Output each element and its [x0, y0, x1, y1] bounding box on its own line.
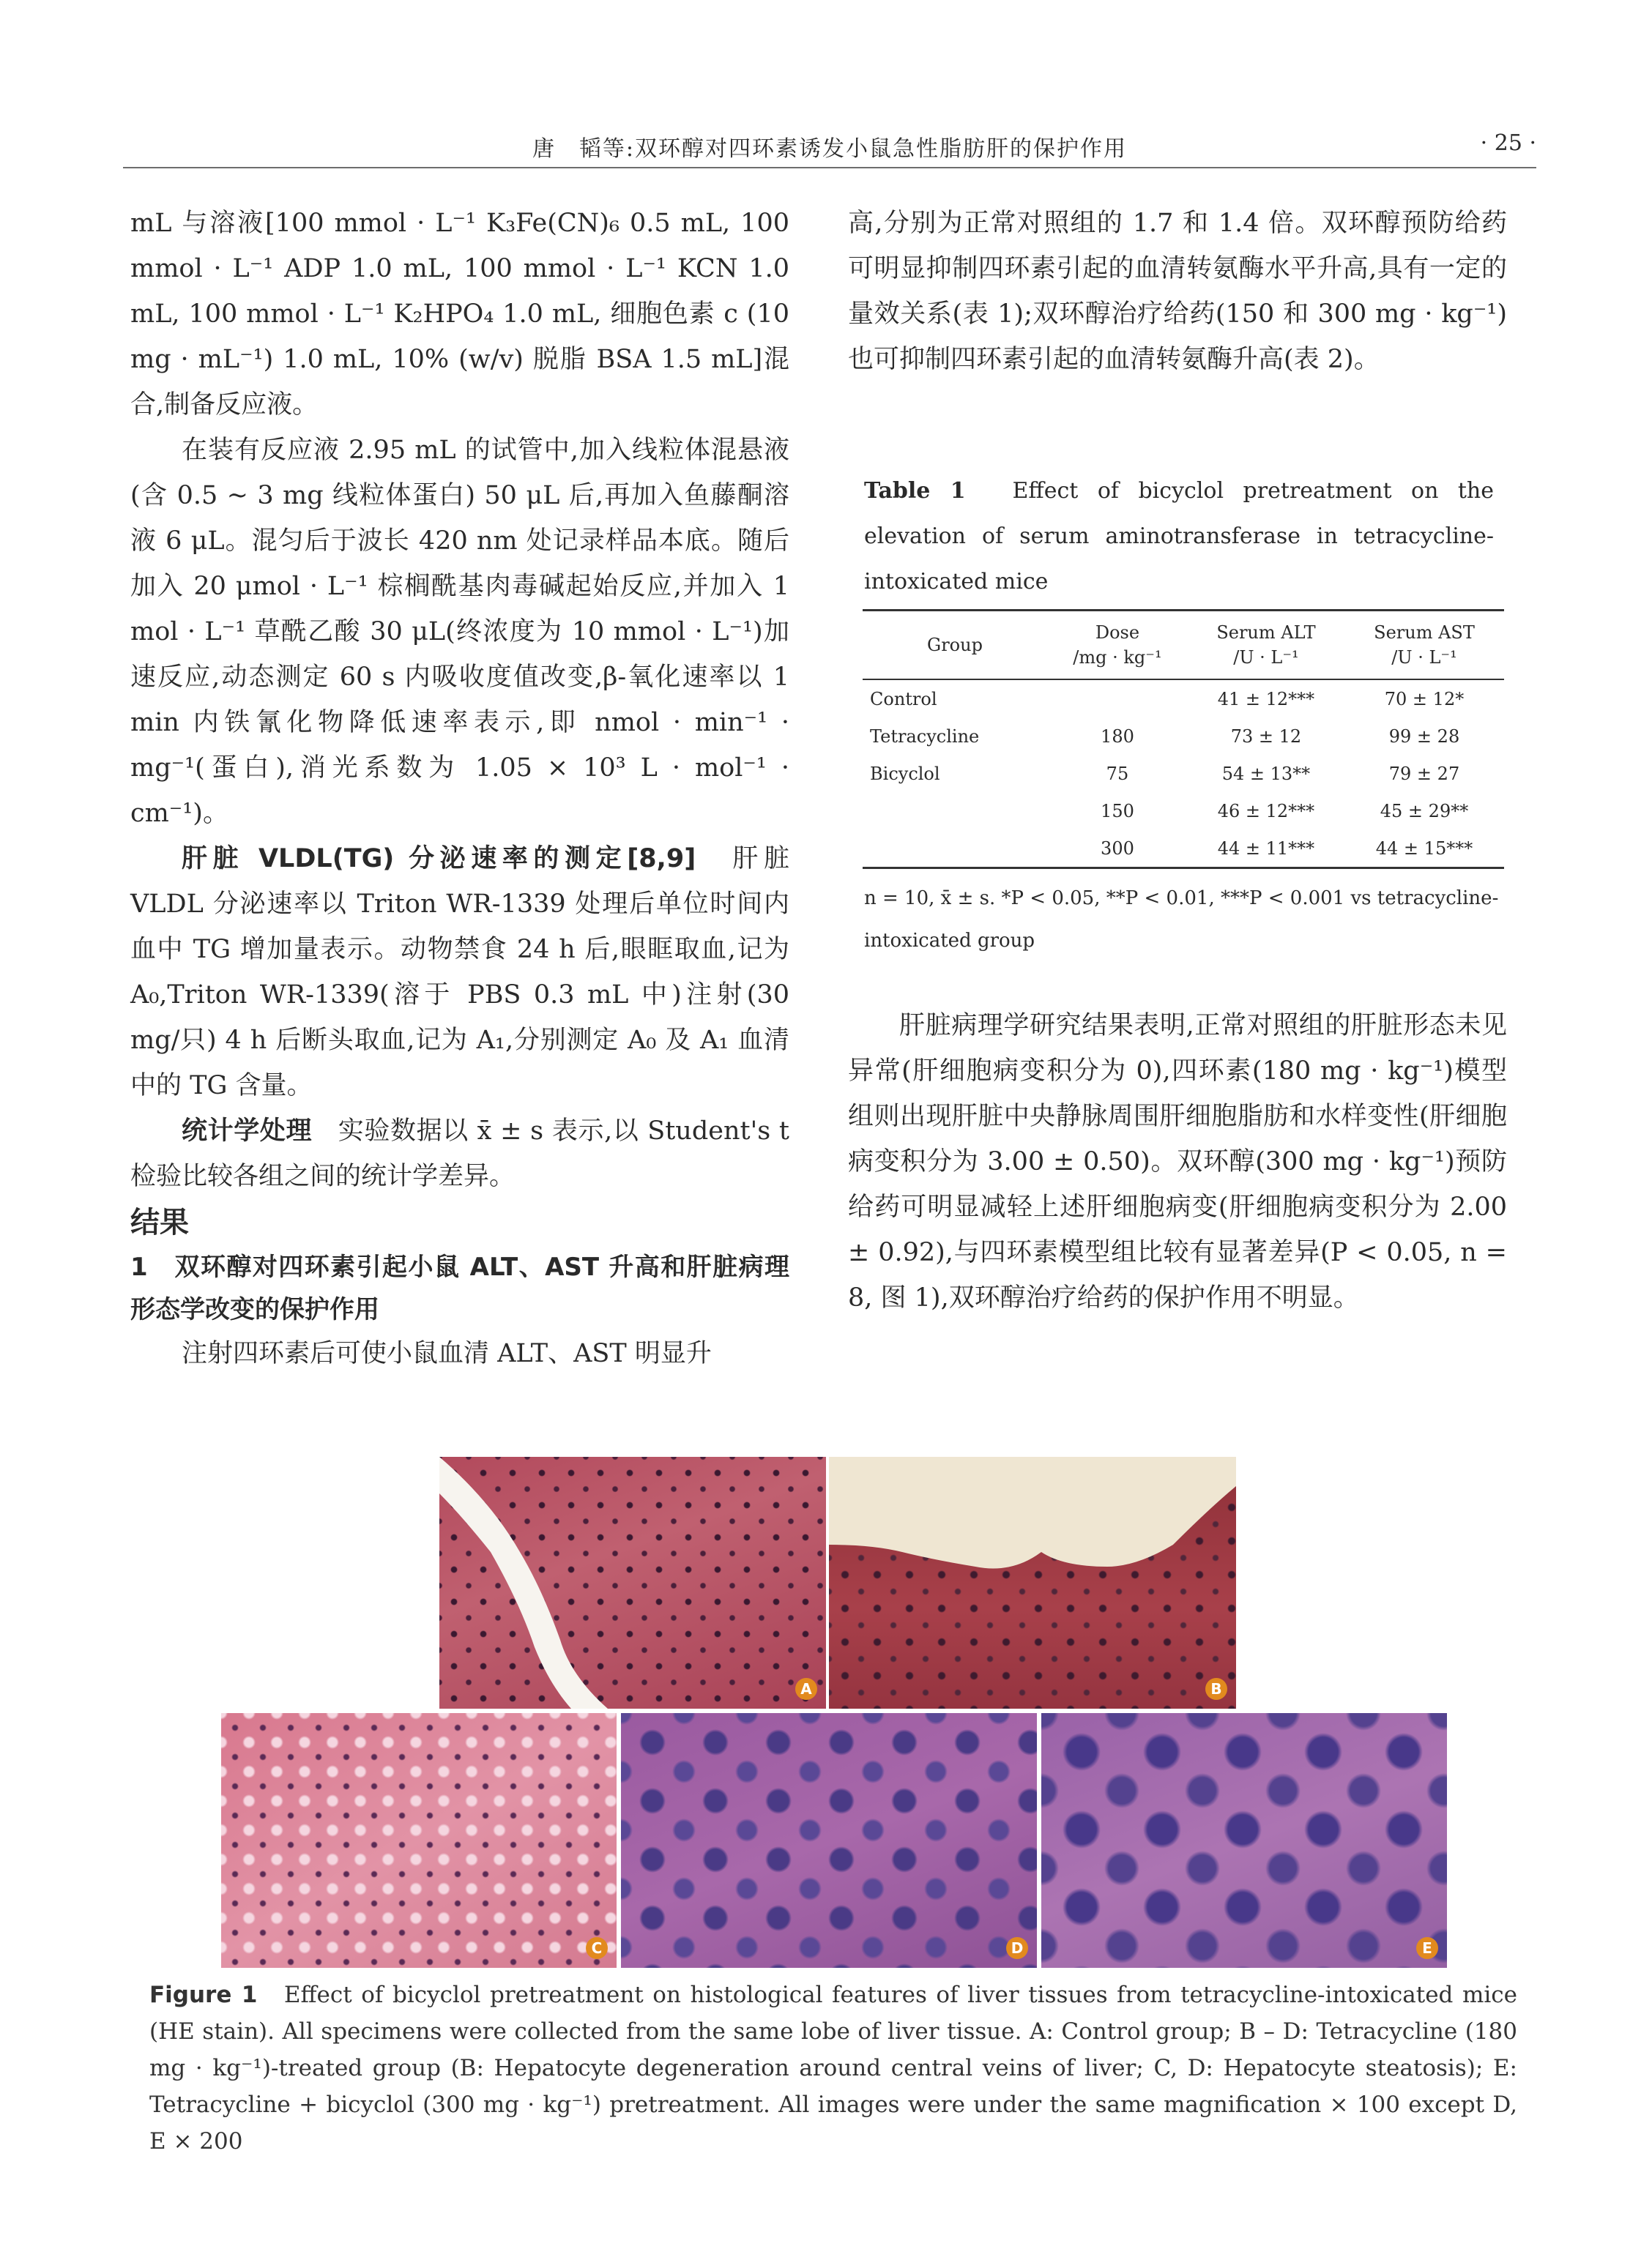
table-cell: [863, 829, 1047, 868]
paragraph: 注射四环素后可使小鼠血清 ALT、AST 明显升: [182, 1339, 712, 1368]
table-cell: 44 ± 11***: [1217, 838, 1315, 859]
table-cell: 41 ± 12***: [1217, 688, 1315, 709]
panel-label: B: [1205, 1678, 1227, 1700]
running-header: [123, 130, 1536, 168]
running-title: 唐 韬等:双环醇对四环素诱发小鼠急性脂肪肝的保护作用: [532, 136, 1128, 162]
table-caption-text: Effect of bicyclol pretreatment on the elevation of serum aminotransferase in tetracycline-intoxicated mice: [864, 478, 1494, 594]
column-header: Serum AST /U · L⁻¹: [1374, 622, 1475, 668]
table-row: [863, 792, 1504, 829]
right-column-lower: [848, 1003, 1507, 1321]
paragraph-text: 肝脏 VLDL 分泌速率以 Triton WR-1339 处理后单位时间内血中 TG 增加量表示。动物禁食 24 h 后,眼眶取血,记为 A₀,Triton WR-1339(溶于 PBS 0.3 mL 中)注射(30 mg/只) 4 h 后断头取血,记为 A₁,分别测定 A₀ 及 A₁ 血清中的 TG 含量。: [130, 844, 789, 1100]
section-heading: 1 双环醇对四环素引起小鼠 ALT、AST 升高和肝脏病理形态学改变的保护作用: [130, 1253, 789, 1324]
table-cell: 44 ± 15***: [1375, 838, 1473, 859]
table-row: [863, 755, 1504, 792]
subsection-heading: 肝脏 VLDL(TG) 分泌速率的测定[8,9]: [182, 844, 696, 873]
paragraph: mL 与溶液[100 mmol · L⁻¹ K₃Fe(CN)₆ 0.5 mL, 100 mmol · L⁻¹ ADP 1.0 mL, 100 mmol · L⁻¹ KCN 1.0 mL, 100 mmol · L⁻¹ K₂HPO₄ 1.0 mL, 细胞色素 c (10 mg · mL⁻¹) 1.0 mL, 10% (w/v) 脱脂 BSA 1.5 mL]混合,制备反应液。: [130, 209, 789, 419]
figure-caption-text: Effect of bicyclol pretreatment on histological features of liver tissues from tetracycline-intoxicated mice (HE stain). All specimens were collected from the same lobe of liver tissue. A: Control group; B – D: Tetracycline (180 mg · kg⁻¹)-treated group (B: Hepatocyte degeneration around central veins of liver; C, D: Hepatocyte steatosis); E: Tetracycline + bicyclol (300 mg · kg⁻¹) pretreatment. All images were under the same magnification × 100 except D, E × 200: [149, 1982, 1517, 2155]
paragraph: [130, 1108, 789, 1199]
micrograph-panel-e: [1041, 1713, 1447, 1968]
table-cell: 73 ± 12: [1230, 725, 1302, 747]
table-cell: 99 ± 28: [1388, 725, 1460, 747]
tissue-gap: [439, 1457, 608, 1709]
column-header: Group: [927, 635, 983, 655]
table-cell: Bicyclol: [870, 763, 940, 784]
paragraph: 肝脏病理学研究结果表明,正常对照组的肝脏形态未见异常(肝细胞病变积分为 0),四环素(180 mg · kg⁻¹)模型组则出现肝脏中央静脉周围肝细胞脂肪和水样变性(肝细胞病变积分为 3.00 ± 0.50)。双环醇(300 mg · kg⁻¹)预防给药可明显减轻上述肝细胞病变(肝细胞病变积分为 2.00 ± 0.92),与四环素模型组比较有显著差异(P < 0.05, n = 8, 图 1),双环醇治疗给药的保护作用不明显。: [848, 1011, 1507, 1313]
micrograph-panel-c: [221, 1713, 617, 1968]
table-header-row: [863, 611, 1504, 680]
paragraph: 高,分别为正常对照组的 1.7 和 1.4 倍。双环醇预防给药可明显抑制四环素引起的血清转氨酶水平升高,具有一定的量效关系(表 1);双环醇治疗给药(150 和 300 mg · kg⁻¹)也可抑制四环素引起的血清转氨酶升高(表 2)。: [848, 209, 1507, 374]
table-cell: 46 ± 12***: [1217, 800, 1315, 821]
micrograph-panel-b: [829, 1457, 1236, 1709]
table-cell: 180: [1101, 725, 1134, 747]
column-header: Serum ALT /U · L⁻¹: [1216, 622, 1316, 668]
results-heading: 结果: [130, 1206, 189, 1239]
table-cell: 75: [1106, 763, 1129, 784]
table-cell: 150: [1101, 800, 1134, 821]
micrograph-panel-d: [621, 1713, 1037, 1968]
subsection-heading: 统计学处理: [182, 1116, 313, 1146]
tissue-gap: [829, 1457, 1236, 1589]
table-cell: [1047, 679, 1188, 717]
table-cell: Tetracycline: [870, 725, 980, 747]
table-cell: 79 ± 27: [1388, 763, 1460, 784]
table-row: [863, 717, 1504, 755]
paragraph-text: 实验数据以 x̄ ± s 表示,以 Student's t 检验比较各组之间的统计学差异。: [130, 1116, 789, 1191]
data-table: [863, 609, 1504, 869]
table-cell: 70 ± 12*: [1384, 688, 1465, 709]
right-column: [848, 201, 1507, 382]
table-row: [863, 829, 1504, 868]
table-row: [863, 679, 1504, 717]
figure-label: Figure 1: [149, 1982, 258, 2008]
column-header: Dose /mg · kg⁻¹: [1073, 622, 1162, 668]
table-cell: Control: [870, 688, 937, 709]
panel-label: C: [586, 1937, 608, 1959]
table-cell: 45 ± 29**: [1380, 800, 1469, 821]
paragraph: 在装有反应液 2.95 mL 的试管中,加入线粒体混悬液(含 0.5 ~ 3 mg 线粒体蛋白) 50 μL 后,再加入鱼藤酮溶液 6 μL。混匀后于波长 420 nm 处记录样品本底。随后加入 20 μmol · L⁻¹ 棕榈酰基肉毒碱起始反应,并加入 1 mol · L⁻¹ 草酰乙酸 30 μL(终浓度为 10 mmol · L⁻¹)加速反应,动态测定 60 s 内吸收度值改变,β-氧化速率以 1 min 内铁氰化物降低速率表示,即 nmol · min⁻¹ · mg⁻¹(蛋白),消光系数为 1.05 × 10³ L · mol⁻¹ · cm⁻¹)。: [130, 436, 789, 828]
table-cell: 300: [1101, 838, 1134, 859]
figure-caption: [149, 1977, 1517, 2160]
left-column: [130, 201, 789, 1376]
table-label: Table 1: [864, 478, 966, 504]
panel-label: A: [795, 1678, 817, 1700]
panel-label: D: [1006, 1937, 1028, 1959]
table-footnote: n = 10, x̄ ± s. *P < 0.05, **P < 0.01, ***P < 0.001 vs tetracycline-intoxicated group: [864, 887, 1499, 952]
table-caption: [864, 469, 1494, 605]
page-number: · 25 ·: [1480, 130, 1536, 156]
paragraph: [130, 836, 789, 1108]
table-cell: 54 ± 13**: [1221, 763, 1311, 784]
micrograph-panel-a: [439, 1457, 826, 1709]
panel-label: E: [1416, 1937, 1438, 1959]
table-cell: [863, 792, 1047, 829]
